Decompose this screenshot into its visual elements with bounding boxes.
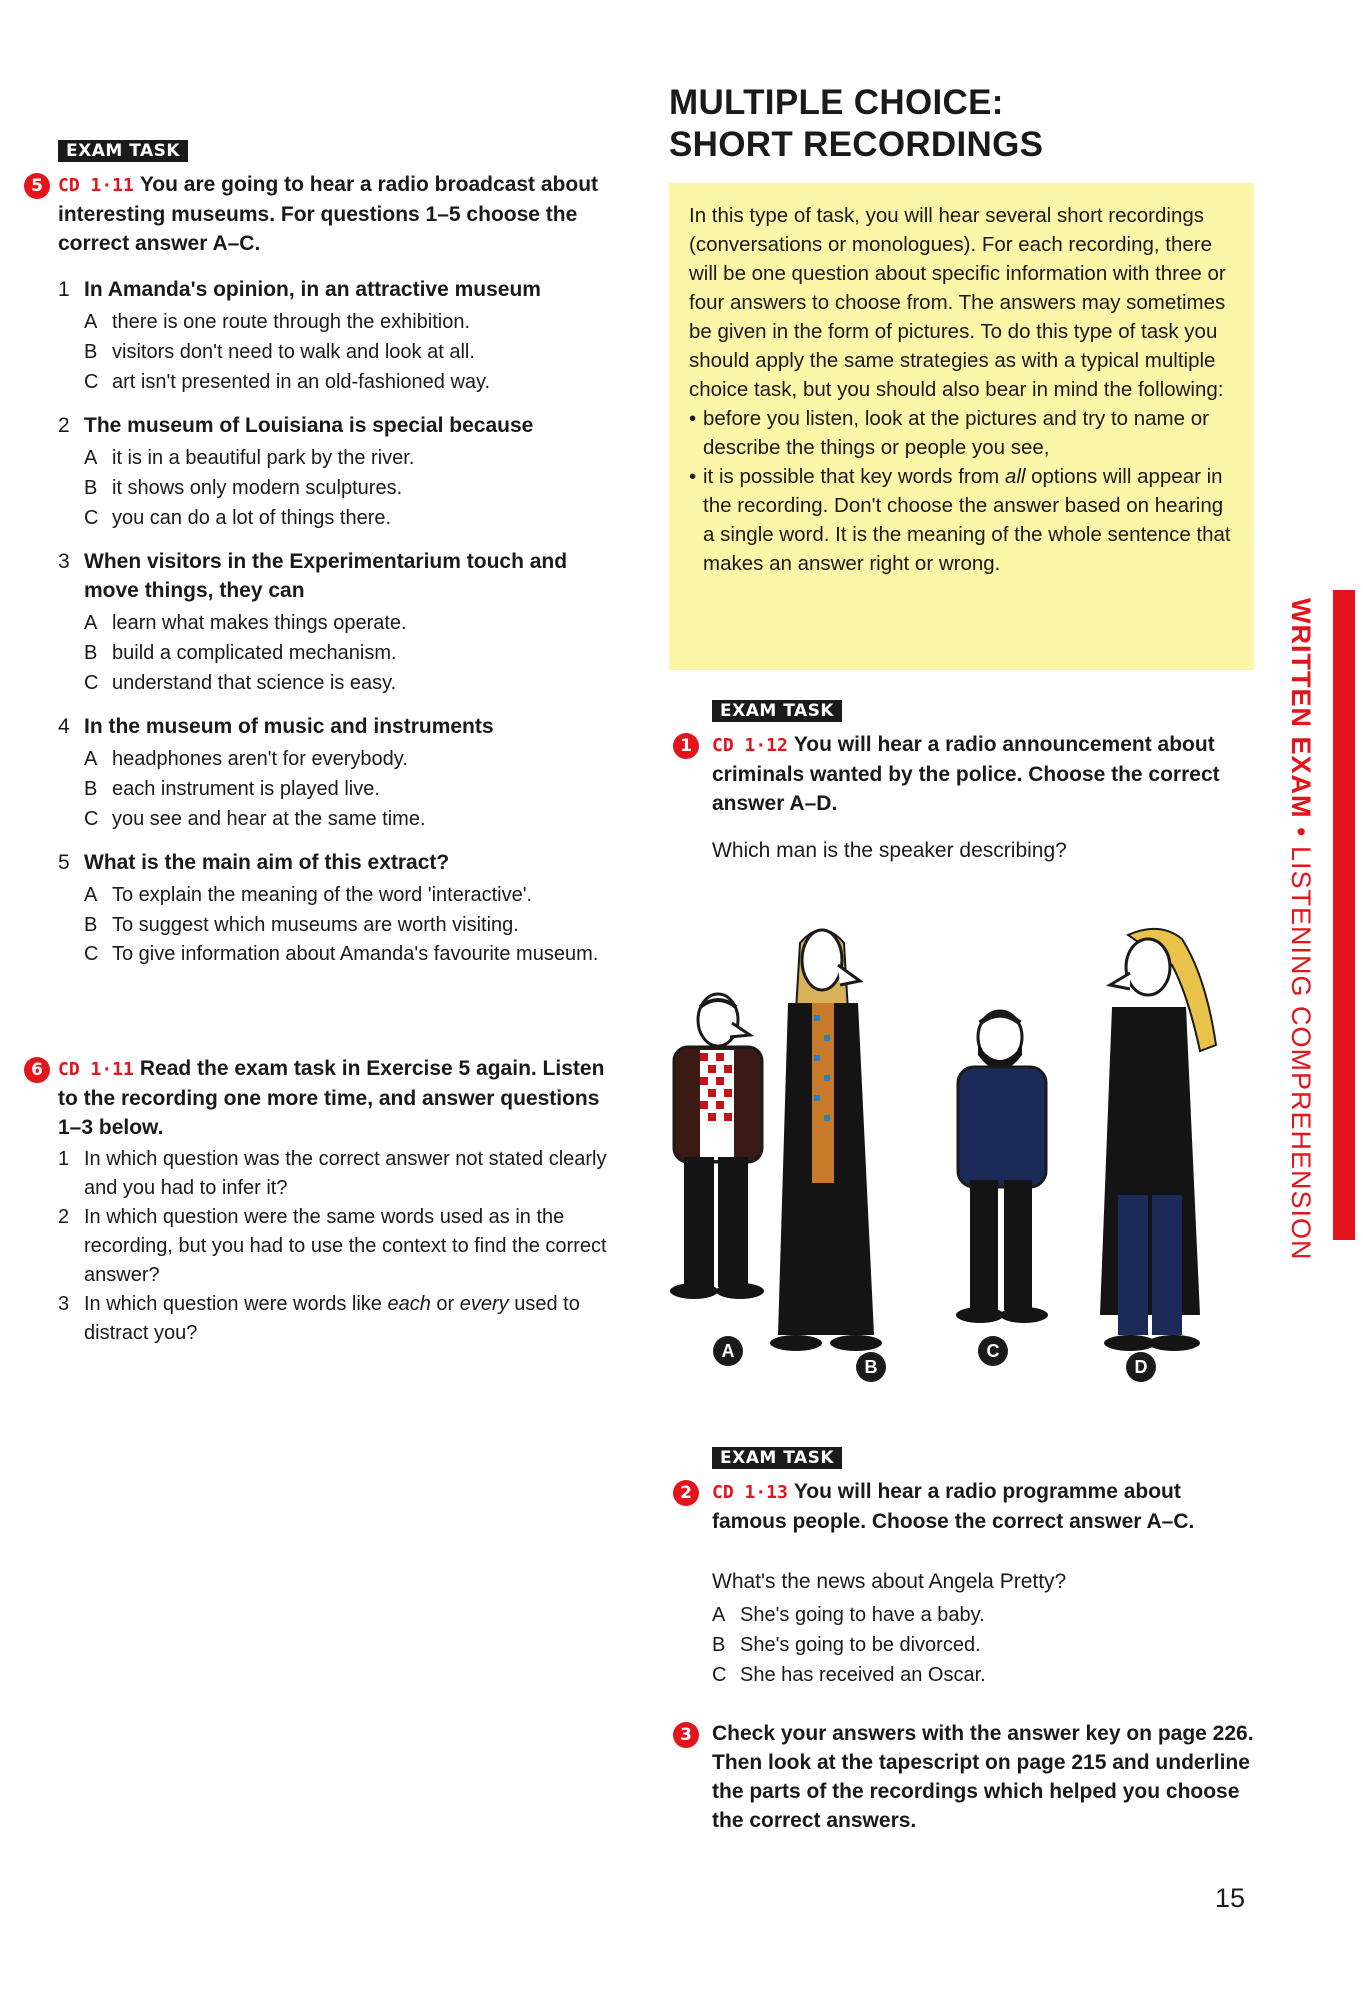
option: B To suggest which museums are worth visiting. <box>84 914 519 936</box>
exercise-6-items <box>58 1145 618 1348</box>
exercise-6-number: 6 <box>24 1057 50 1083</box>
option: C She has received an Oscar. <box>712 1664 986 1686</box>
exercise-3-number: 3 <box>673 1722 699 1748</box>
list-item: 3 In which question were words like each or every used to distract you? <box>58 1293 580 1344</box>
exercise-2-number: 2 <box>673 1480 699 1506</box>
cd-track: CD 1·12 <box>712 735 788 756</box>
exercise-2-options <box>712 1600 1232 1690</box>
list-item: 2 In which question were the same words used as in the recording, but you had to use the context to find the correct answer? <box>58 1206 607 1286</box>
question-5: 5 What is the main aim of this extract? <box>58 851 450 874</box>
exercise-6-instruction: CD 1·11 Read the exam task in Exercise 5 again. Listen to the recording one more time, and answer questions 1–3 below. <box>58 1057 605 1139</box>
figure-label-a: A <box>713 1336 743 1366</box>
sidebar-red-bar <box>1333 590 1355 1240</box>
info-box: In this type of task, you will hear several short recordings (conversations or monologues). For each recording, there will be one question about specific information with three or four answers to choose from. The answers may sometimes be given in the form of pictures. To do this type of task you should apply the same strategies as with a typical multiple choice task, but you should also bear in mind the following: • before you listen, look at the pictures and try to name or describe the things or people you see, • it is possible that key words from all options will appear in the recording. Don't choose the answer based on hearing a single word. It is the meaning of the whole sentence that makes an answer right or wrong. <box>669 183 1254 670</box>
tip-bullet: • it is possible that key words from all options will appear in the recording. Don't choose the answer based on hearing a single word. It is the meaning of the whole sentence that makes an answer right or wrong. <box>689 462 1236 578</box>
figure-label-d: D <box>1126 1352 1156 1382</box>
option: C you can do a lot of things there. <box>84 507 392 529</box>
exam-task-badge: EXAM TASK <box>712 700 842 722</box>
exercise-1-question: Which man is the speaker describing? <box>712 839 1067 862</box>
exercise-1-instruction: CD 1·12 You will hear a radio announcement about criminals wanted by the police. Choose the correct answer A–D. <box>712 733 1220 815</box>
exercise-2-instruction: CD 1·13 You will hear a radio programme about famous people. Choose the correct answer A–C. <box>712 1480 1195 1533</box>
option: C understand that science is easy. <box>84 672 397 694</box>
exercise-5-questions <box>58 275 618 969</box>
exercise-3-instruction: Check your answers with the answer key on page 226. Then look at the tapescript on page 215 and underline the parts of the recordings which helped you choose the correct answers. <box>712 1722 1254 1832</box>
option: A it is in a beautiful park by the river. <box>84 447 415 469</box>
cd-track: CD 1·13 <box>712 1482 788 1503</box>
option: A She's going to have a baby. <box>712 1604 985 1626</box>
man-a-figure <box>670 994 764 1299</box>
cd-track: CD 1·11 <box>58 1059 134 1080</box>
option: B build a complicated mechanism. <box>84 642 397 664</box>
section-sidebar-label: WRITTEN EXAM • LISTENING COMPREHENSION <box>1286 598 1316 1261</box>
exercise-5-number: 5 <box>24 173 50 199</box>
option: B She's going to be divorced. <box>712 1634 981 1656</box>
option: C art isn't presented in an old-fashioned way. <box>84 371 491 393</box>
cd-track: CD 1·11 <box>58 175 134 196</box>
man-c-figure <box>956 1011 1048 1323</box>
option: B visitors don't need to walk and look at all. <box>84 341 475 363</box>
option: A headphones aren't for everybody. <box>84 748 408 770</box>
option: C you see and hear at the same time. <box>84 808 426 830</box>
section-heading: MULTIPLE CHOICE: SHORT RECORDINGS <box>669 83 1044 164</box>
exercise-1-number: 1 <box>673 733 699 759</box>
question-3: 3 When visitors in the Experimentarium touch and move things, they can <box>58 550 568 602</box>
tip-bullet: • before you listen, look at the pictures and try to name or describe the things or people you see, <box>689 404 1236 462</box>
figure-label-c: C <box>978 1336 1008 1366</box>
suspects-illustration <box>660 895 1240 1395</box>
option: A To explain the meaning of the word 'interactive'. <box>84 884 533 906</box>
exercise-5-instruction: CD 1·11 You are going to hear a radio broadcast about interesting museums. For questions 1–5 choose the correct answer A–C. <box>58 173 599 255</box>
exercise-2-question: What's the news about Angela Pretty? <box>712 1570 1067 1593</box>
option: B each instrument is played live. <box>84 778 380 800</box>
option: C To give information about Amanda's favourite museum. <box>84 943 599 965</box>
question-4: 4 In the museum of music and instruments <box>58 715 494 738</box>
man-b-figure <box>770 930 882 1351</box>
exam-task-badge: EXAM TASK <box>712 1447 842 1469</box>
man-d-figure <box>1100 929 1216 1351</box>
page-number: 15 <box>1214 1883 1245 1913</box>
option: B it shows only modern sculptures. <box>84 477 403 499</box>
question-1: 1 In Amanda's opinion, in an attractive museum <box>58 278 541 301</box>
option: A there is one route through the exhibition. <box>84 311 471 333</box>
list-item: 1 In which question was the correct answer not stated clearly and you had to infer it? <box>58 1148 607 1199</box>
option: A learn what makes things operate. <box>84 612 407 634</box>
figure-label-b: B <box>856 1352 886 1382</box>
question-2: 2 The museum of Louisiana is special because <box>58 414 534 437</box>
exam-task-badge: EXAM TASK <box>58 140 188 162</box>
